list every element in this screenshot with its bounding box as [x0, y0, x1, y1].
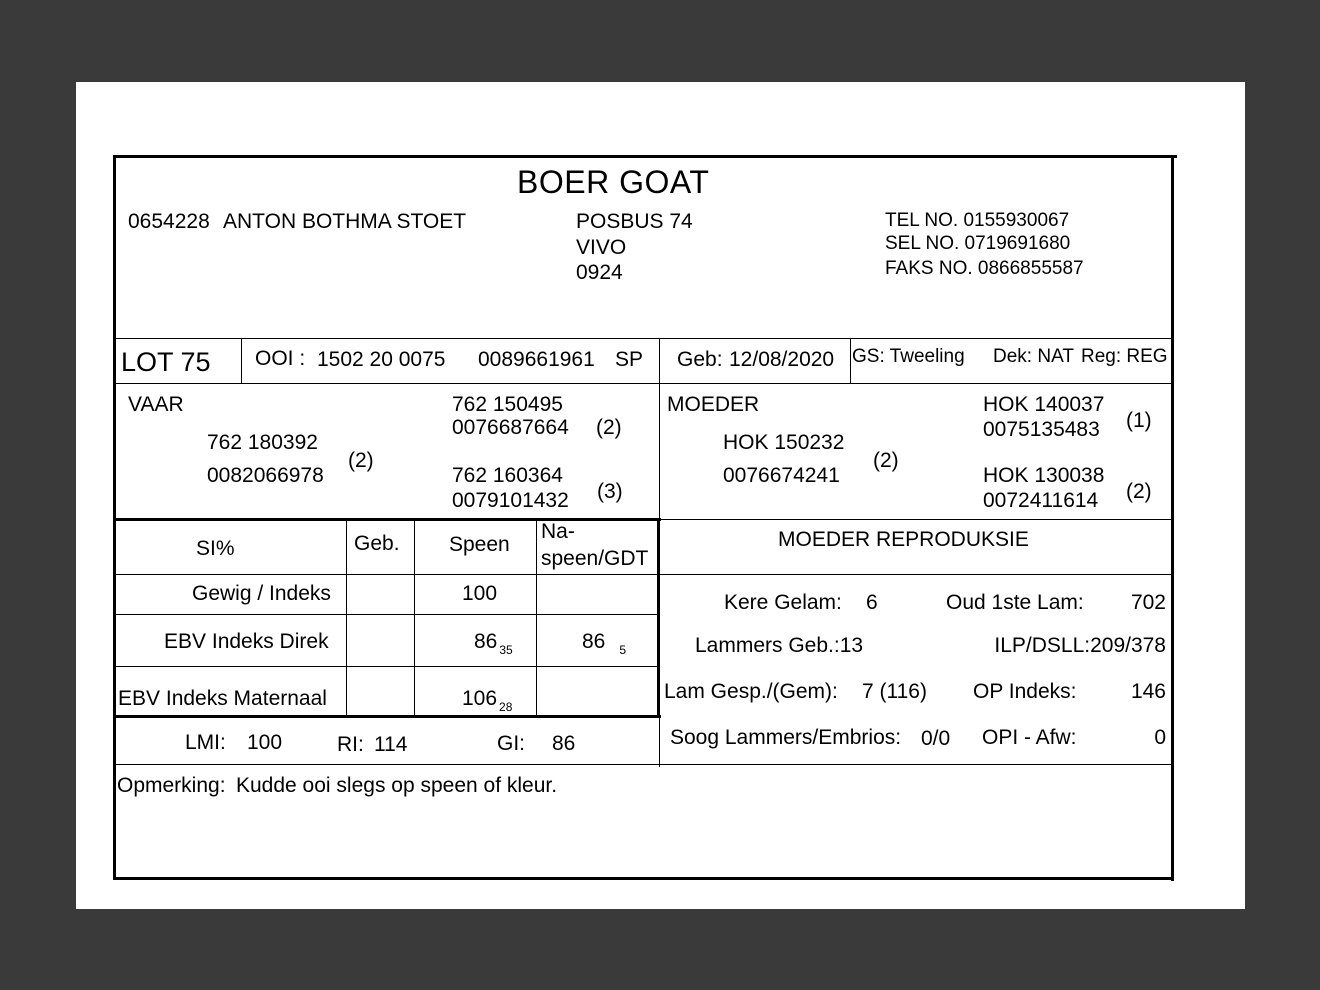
row1-speen: 100	[462, 582, 498, 605]
speen-header: Speen	[449, 533, 510, 556]
frame-right	[1171, 155, 1174, 881]
reg-value: Reg: REG	[1081, 346, 1168, 367]
opmerking-text: Kudde ooi slegs op speen of kleur.	[236, 774, 558, 797]
opi-label: OPI - Afw:	[982, 726, 1077, 749]
oud-label: Oud 1ste Lam:	[946, 591, 1084, 614]
geb-header: Geb.	[354, 532, 400, 555]
si-row1-line	[116, 614, 659, 615]
sire-count: (2)	[348, 449, 374, 472]
sire-dam-number: 762 160364	[452, 464, 563, 487]
repro-title: MOEDER REPRODUKSIE	[778, 528, 1029, 551]
opmerking-label: Opmerking:	[117, 774, 226, 797]
page-title: BOER GOAT	[517, 164, 710, 200]
geb-date: 12/08/2020	[729, 348, 835, 371]
op-label: OP Indeks:	[973, 680, 1077, 703]
ilp-value: ILP/DSLL:209/378	[994, 634, 1166, 657]
row1-label: Gewig / Indeks	[192, 582, 331, 605]
lot-divider-1	[241, 338, 242, 383]
lot-divider-3	[850, 338, 851, 383]
address-line-1: POSBUS 74	[576, 210, 693, 233]
kere-label: Kere Gelam:	[724, 591, 842, 614]
lot-divider-2	[659, 338, 660, 383]
gi-value: 86	[552, 732, 576, 755]
dam-sire-count: (1)	[1126, 409, 1152, 432]
ooi-number: 1502 20 0075	[317, 348, 446, 371]
sire-number: 762 180392	[207, 431, 318, 454]
row2-naspeen: 86 $_5$	[582, 630, 627, 657]
dek-value: Dek: NAT	[993, 346, 1074, 367]
sire-sire-number: 762 150495	[452, 393, 563, 416]
ooi-label: OOI :	[255, 347, 306, 370]
tel-number: TEL NO. 0155930067	[885, 210, 1070, 231]
si-col-divider-1	[346, 520, 347, 716]
si-table-top	[115, 518, 661, 521]
sel-number: SEL NO. 0719691680	[885, 233, 1071, 254]
address-line-2: VIVO	[576, 236, 627, 259]
dam-dam-number: HOK 130038	[983, 464, 1105, 487]
sire-id: 0082066978	[207, 464, 324, 487]
sire-dam-id: 0079101432	[452, 489, 569, 512]
op-value: 146	[1130, 680, 1166, 703]
ooi-id: 0089661961	[478, 348, 595, 371]
oud-value: 702	[1130, 591, 1166, 614]
kere-value: 6	[866, 591, 878, 614]
frame-top	[113, 155, 1177, 158]
gesp-value: 7 (116)	[862, 680, 927, 703]
breeder-name: ANTON BOTHMA STOET	[223, 210, 467, 233]
ri-value: 114	[374, 733, 408, 756]
si-row2-line	[116, 666, 659, 667]
lmi-label: LMI:	[185, 731, 226, 754]
soog-label: Soog Lammers/Embrios:	[670, 726, 902, 749]
si-table-bottom	[115, 715, 661, 718]
dam-sire-number: HOK 140037	[983, 393, 1105, 416]
lmi-value: 100	[247, 731, 283, 754]
row3-label: EBV Indeks Maternaal	[118, 687, 327, 710]
opi-value: 0	[1154, 726, 1166, 749]
gesp-label: Lam Gesp./(Gem):	[664, 680, 838, 703]
repro-top-line	[660, 519, 1172, 520]
ri-label: RI:	[337, 733, 364, 756]
dam-dam-count: (2)	[1126, 480, 1152, 503]
indices-bottom-line	[116, 764, 1172, 765]
row3-speen: 106 $_{28}$	[462, 687, 513, 714]
naspeen-header-1: Na-	[541, 520, 575, 543]
moeder-label: MOEDER	[667, 393, 760, 416]
dam-id: 0076674241	[723, 464, 840, 487]
frame-bottom	[113, 877, 1173, 880]
lot-row-top-line	[116, 338, 1172, 339]
si-col-divider-3	[536, 520, 537, 716]
si-header: SI%	[196, 537, 235, 560]
geb-label: Geb:	[677, 348, 723, 371]
lot-row-bottom-line	[116, 383, 1172, 384]
naspeen-header-2: speen/GDT	[541, 547, 649, 570]
sire-sire-id: 0076687664	[452, 416, 569, 439]
ooi-code: SP	[615, 348, 644, 371]
si-col-divider-2	[414, 520, 415, 716]
breeder-code: 0654228	[128, 210, 210, 233]
sire-dam-count: (3)	[597, 480, 623, 503]
dam-sire-id: 0075135483	[983, 418, 1100, 441]
si-table-right	[657, 518, 660, 718]
row2-label: EBV Indeks Direk	[164, 630, 329, 653]
row2-speen: 86 $_{35}$	[474, 630, 513, 657]
sire-sire-count: (2)	[596, 416, 622, 439]
dam-number: HOK 150232	[723, 431, 845, 454]
lot-label: LOT 75	[121, 347, 211, 377]
gs-value: GS: Tweeling	[852, 346, 965, 367]
si-header-line	[116, 574, 1172, 575]
lammers-value: Lammers Geb.:13	[695, 634, 864, 657]
dam-dam-id: 0072411614	[983, 489, 1099, 512]
address-line-3: 0924	[576, 261, 623, 284]
gi-label: GI:	[497, 732, 526, 755]
vaar-label: VAAR	[128, 393, 184, 416]
faks-number: FAKS NO. 0866855587	[885, 258, 1084, 279]
dam-count: (2)	[873, 449, 899, 472]
soog-value: 0/0	[921, 727, 951, 750]
